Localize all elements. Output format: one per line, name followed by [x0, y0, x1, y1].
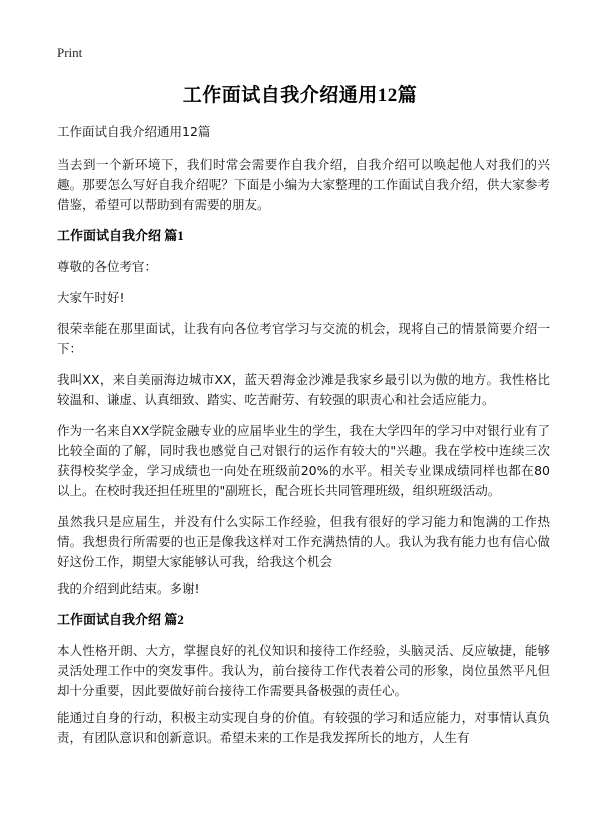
paragraph: 能通过自身的行动，积极主动实现自身的价值。有较强的学习和适应能力，对事情认真负责，有团队意识和创新意识。希望未来的工作是我发挥所长的地方，人生有 — [57, 710, 550, 745]
paragraph: 本人性格开朗、大方，掌握良好的礼仪知识和接待工作经验，头脑灵活、反应敏捷，能够灵活处理工作中的突发事件。我认为，前台接待工作代表着公司的形象，岗位虽然平凡但却十分重要，因此要做好前台接待工作需要具备极强的责任心。 — [57, 643, 550, 698]
document-body — [57, 122, 550, 759]
paragraph: 大家午时好! — [57, 290, 125, 305]
document-subtitle: 工作面试自我介绍通用12篇 — [57, 124, 211, 139]
paragraph: 尊敬的各位考官： — [57, 259, 158, 274]
section-heading-1: 工作面试自我介绍 篇1 — [57, 228, 184, 243]
paragraph: 作为一名来自XX学院金融专业的应届毕业生的学生，我在大学四年的学习中对银行业有了比较全面的了解，同时我也感觉自己对银行的运作有较大的"兴趣。我在学校中连续三次获得校奖学金，学习成绩也一向处在班级前20%的水平。相关专业课成绩同样也都在80以上。在校时我还担任班里的"副班长，配合班长共同管理班级，组织班级活动。 — [57, 423, 550, 498]
section-heading-2: 工作面试自我介绍 篇2 — [57, 612, 184, 627]
page-title: 工作面试自我介绍通用12篇 — [182, 85, 418, 106]
paragraph: 虽然我只是应届生，并没有什么实际工作经验，但我有很好的学习能力和饱满的工作热情。我想贵行所需要的也正是像我这样对工作充满热情的人。我认为我有能力也有信心做好这份工作，期望大家能够认可我，给我这个机会 — [57, 514, 550, 569]
paragraph: 很荣幸能在那里面试，让我有向各位考官学习与交流的机会，现将自己的情景简要介绍一下： — [57, 321, 550, 356]
paragraph: 我的介绍到此结束。多谢! — [57, 581, 200, 596]
print-label: Print — [57, 45, 83, 60]
intro-paragraph: 当去到一个新环境下，我们时常会需要作自我介绍，自我介绍可以唤起他人对我们的兴趣。那要怎么写好自我介绍呢？下面是小编为大家整理的工作面试自我介绍，供大家参考借鉴，希望可以帮助到有需要的朋友。 — [57, 157, 550, 212]
paragraph: 我叫XX，来自美丽海边城市XX，蓝天碧海金沙滩是我家乡最引以为傲的地方。我性格比较温和、谦虚、认真细致、踏实、吃苦耐劳、有较强的职责心和社会适应能力。 — [57, 372, 550, 407]
